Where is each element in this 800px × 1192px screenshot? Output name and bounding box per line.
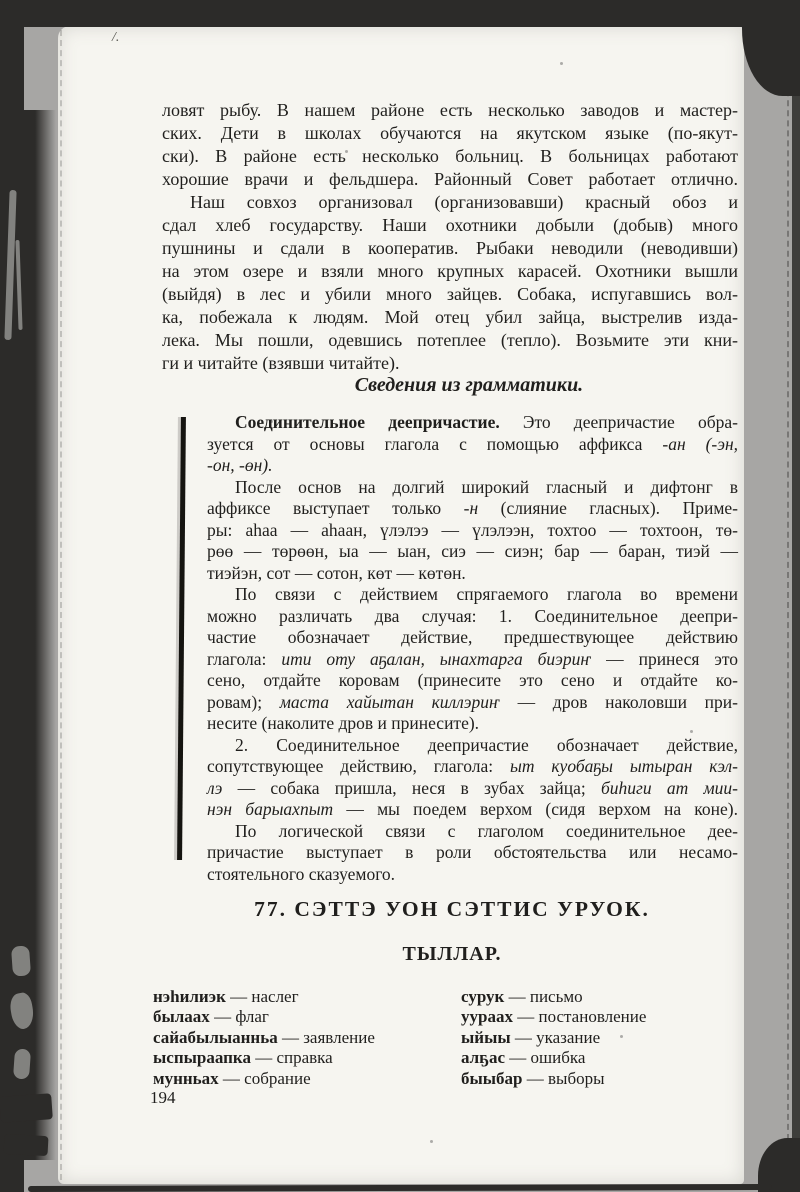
vocab-definition: ошибка — [530, 1048, 586, 1068]
text-line — [162, 306, 738, 329]
text-segment: на этом озере и взяли много крупных карасей. Охотники вышли — [162, 261, 738, 281]
vocab-term: былаах — [153, 1007, 210, 1027]
vocab-entry — [153, 1028, 375, 1048]
text-segment: пушнины и сдали в кооператив. Рыбаки неводили (неводивши) — [162, 238, 738, 258]
text-line — [162, 352, 738, 375]
scan-edge-bottom — [28, 1184, 772, 1192]
text-segment: (выйдя) в лес и убили много зайцев. Собака, испугавшись вол- — [162, 284, 738, 304]
italic-text: ити оту аҕалан, ынахтарга биэриҥ — [281, 648, 592, 669]
vocab-definition: заявление — [303, 1027, 375, 1047]
italic-text: лэ — [207, 777, 223, 798]
text-line — [162, 122, 738, 145]
vocab-definition: флаг — [235, 1007, 269, 1027]
vocab-term: мунньах — [153, 1068, 219, 1088]
italic-text: -ан (-эн, — [662, 433, 739, 454]
text-segment: глагола: — [207, 648, 282, 669]
text-segment: сено, отдайте коровам (принесите это сено и отдайте ко- — [207, 670, 738, 690]
text-line — [162, 260, 738, 283]
vocab-column-right — [461, 987, 646, 1089]
text-segment: По логической связи с глаголом соединительное дее- — [235, 820, 738, 841]
scan-blot — [0, 1093, 53, 1123]
text-line — [162, 329, 738, 352]
text-segment: сопутствующее действию, глагола: — [207, 756, 510, 776]
exercise-text — [162, 99, 738, 375]
spine-artifact — [11, 945, 31, 976]
vocab-term: ыспыраапка — [153, 1048, 251, 1068]
vocab-term: быыбар — [461, 1068, 523, 1088]
text-segment: сдал хлеб государству. Наши охотники добыли (добыв) много — [162, 215, 738, 235]
text-segment: стоятельного сказуемого. — [207, 863, 396, 884]
vocab-entry — [461, 1028, 646, 1048]
lesson-subtitle: ТЫЛЛАР. — [402, 943, 502, 965]
text-segment: ры: аһаа — аһаан, үлэлээ — үлэлээн, тохтоо — тохтоон, тө- — [207, 519, 738, 540]
vocab-term: сурук — [461, 987, 505, 1006]
text-line — [207, 606, 738, 628]
text-segment: ловят рыбу. В нашем районе есть несколько заводов и мастер- — [162, 100, 738, 120]
text-line — [207, 434, 738, 456]
vocab-entry — [153, 1007, 375, 1027]
text-segment: хорошие врачи и фельдшера. Районный Совет работает отлично. — [162, 169, 738, 189]
spine-artifact — [13, 1048, 31, 1079]
text-segment: Это деепричастие обра- — [499, 412, 738, 432]
vocab-separator: — — [277, 1027, 304, 1047]
italic-text: ыт куобаҕы ытыран кэл- — [510, 756, 738, 776]
text-line — [207, 477, 738, 499]
text-segment: — принеся это — [591, 648, 739, 669]
text-segment: аффиксе выступает только — [207, 498, 464, 518]
italic-text: маста хайытан киллэриҥ — [279, 691, 500, 712]
text-segment: — мы поедем верхом (сидя верхом на коне). — [333, 799, 738, 819]
text-segment: причастие выступает в роли обстоятельства или несамо- — [207, 842, 738, 862]
scan-speck — [560, 62, 563, 65]
text-line — [207, 842, 738, 864]
vocab-entry — [461, 1069, 646, 1089]
vocab-column-left — [153, 987, 375, 1089]
vocab-term: ыйыы — [461, 1027, 511, 1047]
text-segment: 2. Соединительное деепричастие обозначает действие, — [235, 734, 738, 755]
vocab-entry — [153, 1069, 375, 1089]
text-segment: (слияние гласных). Приме- — [478, 498, 739, 518]
text-segment: ских. Дети в школах обучаются на якутском языке (по-якут- — [162, 123, 738, 143]
italic-text: -он, -өн). — [207, 455, 273, 475]
text-line — [162, 191, 738, 214]
vocab-definition: собрание — [244, 1068, 311, 1088]
text-line — [162, 283, 738, 306]
text-line — [207, 627, 738, 649]
scan-speck — [430, 1140, 433, 1143]
vocab-entry — [153, 987, 375, 1007]
scan-edge-top — [0, 0, 800, 27]
vocab-separator: — — [512, 1007, 539, 1027]
vocab-separator: — — [505, 1048, 531, 1068]
vocab-term: нэһилиэк — [153, 987, 226, 1006]
text-line — [207, 799, 738, 821]
text-line — [207, 864, 738, 886]
vocab-definition: справка — [276, 1048, 333, 1068]
vocab-definition: выборы — [548, 1068, 605, 1088]
vocab-separator: — — [510, 1027, 537, 1047]
lesson-title: 77. СЭТТЭ УОН СЭТТИС УРУОК. — [254, 897, 650, 921]
text-segment: частие обозначает действие, предшествующее действию — [207, 627, 738, 647]
text-line — [207, 498, 738, 520]
text-segment: — дров наколовши при- — [499, 691, 738, 712]
text-line — [207, 756, 738, 778]
text-segment: Наш совхоз организовал (организовавши) красный обоз и — [190, 192, 738, 212]
text-line — [207, 541, 738, 563]
vocab-entry — [461, 1048, 646, 1068]
text-segment: По связи с действием спрягаемого глагола во времени — [235, 584, 738, 604]
scan-blot — [4, 1134, 49, 1156]
text-line — [207, 649, 738, 671]
vocab-definition: наслег — [251, 987, 299, 1006]
bold-text: Соединительное деепричастие. — [235, 412, 500, 432]
text-line — [207, 455, 738, 477]
vocab-term: сайабылыанньа — [153, 1027, 278, 1047]
text-line — [207, 735, 738, 757]
text-line — [162, 214, 738, 237]
text-line — [162, 99, 738, 122]
text-line — [162, 168, 738, 191]
vocab-separator: — — [250, 1048, 277, 1068]
text-line — [207, 520, 738, 542]
grammar-note-text — [207, 412, 738, 885]
vocab-separator: — — [225, 987, 252, 1006]
vocab-definition: письмо — [529, 987, 583, 1006]
pencil-mark: /. — [112, 30, 120, 45]
vocab-definition: указание — [536, 1027, 601, 1047]
text-segment: ка, побежала к людям. Мой отец убил зайца, выстрелив изда- — [162, 307, 738, 327]
vocab-term: алҕас — [461, 1048, 506, 1068]
page-number: 194 — [150, 1088, 176, 1107]
text-line — [162, 237, 738, 260]
vocab-separator: — — [522, 1068, 549, 1088]
scan-edge-right — [792, 0, 800, 1192]
text-segment: ски). В районе есть несколько больниц. В больницах работают — [162, 146, 738, 166]
text-segment: После основ на долгий широкий гласный и дифтонг в — [235, 476, 738, 497]
text-line — [207, 584, 738, 606]
text-segment: рөө — төрөөн, ыа — ыан, сиэ — сиэн; бар — баран, тиэй — — [207, 541, 738, 561]
vocab-entry — [461, 987, 646, 1007]
text-line — [207, 670, 738, 692]
text-segment: тиэйэн, сот — сотон, көт — көтөн. — [207, 562, 466, 583]
text-segment: — собака пришла, неся в зубах зайца; — [222, 777, 601, 798]
grammar-section-heading: Сведения из грамматики. — [354, 374, 584, 396]
vocab-definition: постановление — [538, 1007, 647, 1027]
vocab-entry — [461, 1007, 646, 1027]
italic-text: биһиги ат мии- — [601, 777, 738, 798]
vocab-term: уураах — [461, 1007, 513, 1027]
vocab-entry — [153, 1048, 375, 1068]
vocab-separator: — — [209, 1007, 236, 1027]
text-segment: ровам); — [207, 691, 280, 712]
text-line — [207, 692, 738, 714]
italic-text: нэн барыахпыт — [207, 799, 334, 819]
text-line — [207, 412, 738, 434]
text-segment: ги и читайте (взявши читайте). — [162, 353, 400, 373]
scan-edge-dashes — [787, 30, 789, 1150]
text-line — [207, 713, 738, 735]
italic-text: -н — [463, 498, 479, 518]
scan-corner-top-right — [742, 0, 800, 96]
vocab-separator: — — [218, 1068, 245, 1088]
page-crease-line — [60, 30, 62, 1180]
vocab-separator: — — [504, 987, 530, 1006]
text-segment: зуется от основы глагола с помощью аффикса — [207, 433, 663, 454]
text-line — [207, 563, 738, 585]
text-segment: несите (наколите дров и принесите). — [207, 713, 480, 733]
text-line — [162, 145, 738, 168]
text-segment: можно различать два случая: 1. Соединительное деепри- — [207, 605, 738, 626]
text-segment: лека. Мы пошли, одевшись потеплее (тепло). Возьмите эти кни- — [162, 330, 738, 350]
text-line — [207, 821, 738, 843]
text-line — [207, 778, 738, 800]
